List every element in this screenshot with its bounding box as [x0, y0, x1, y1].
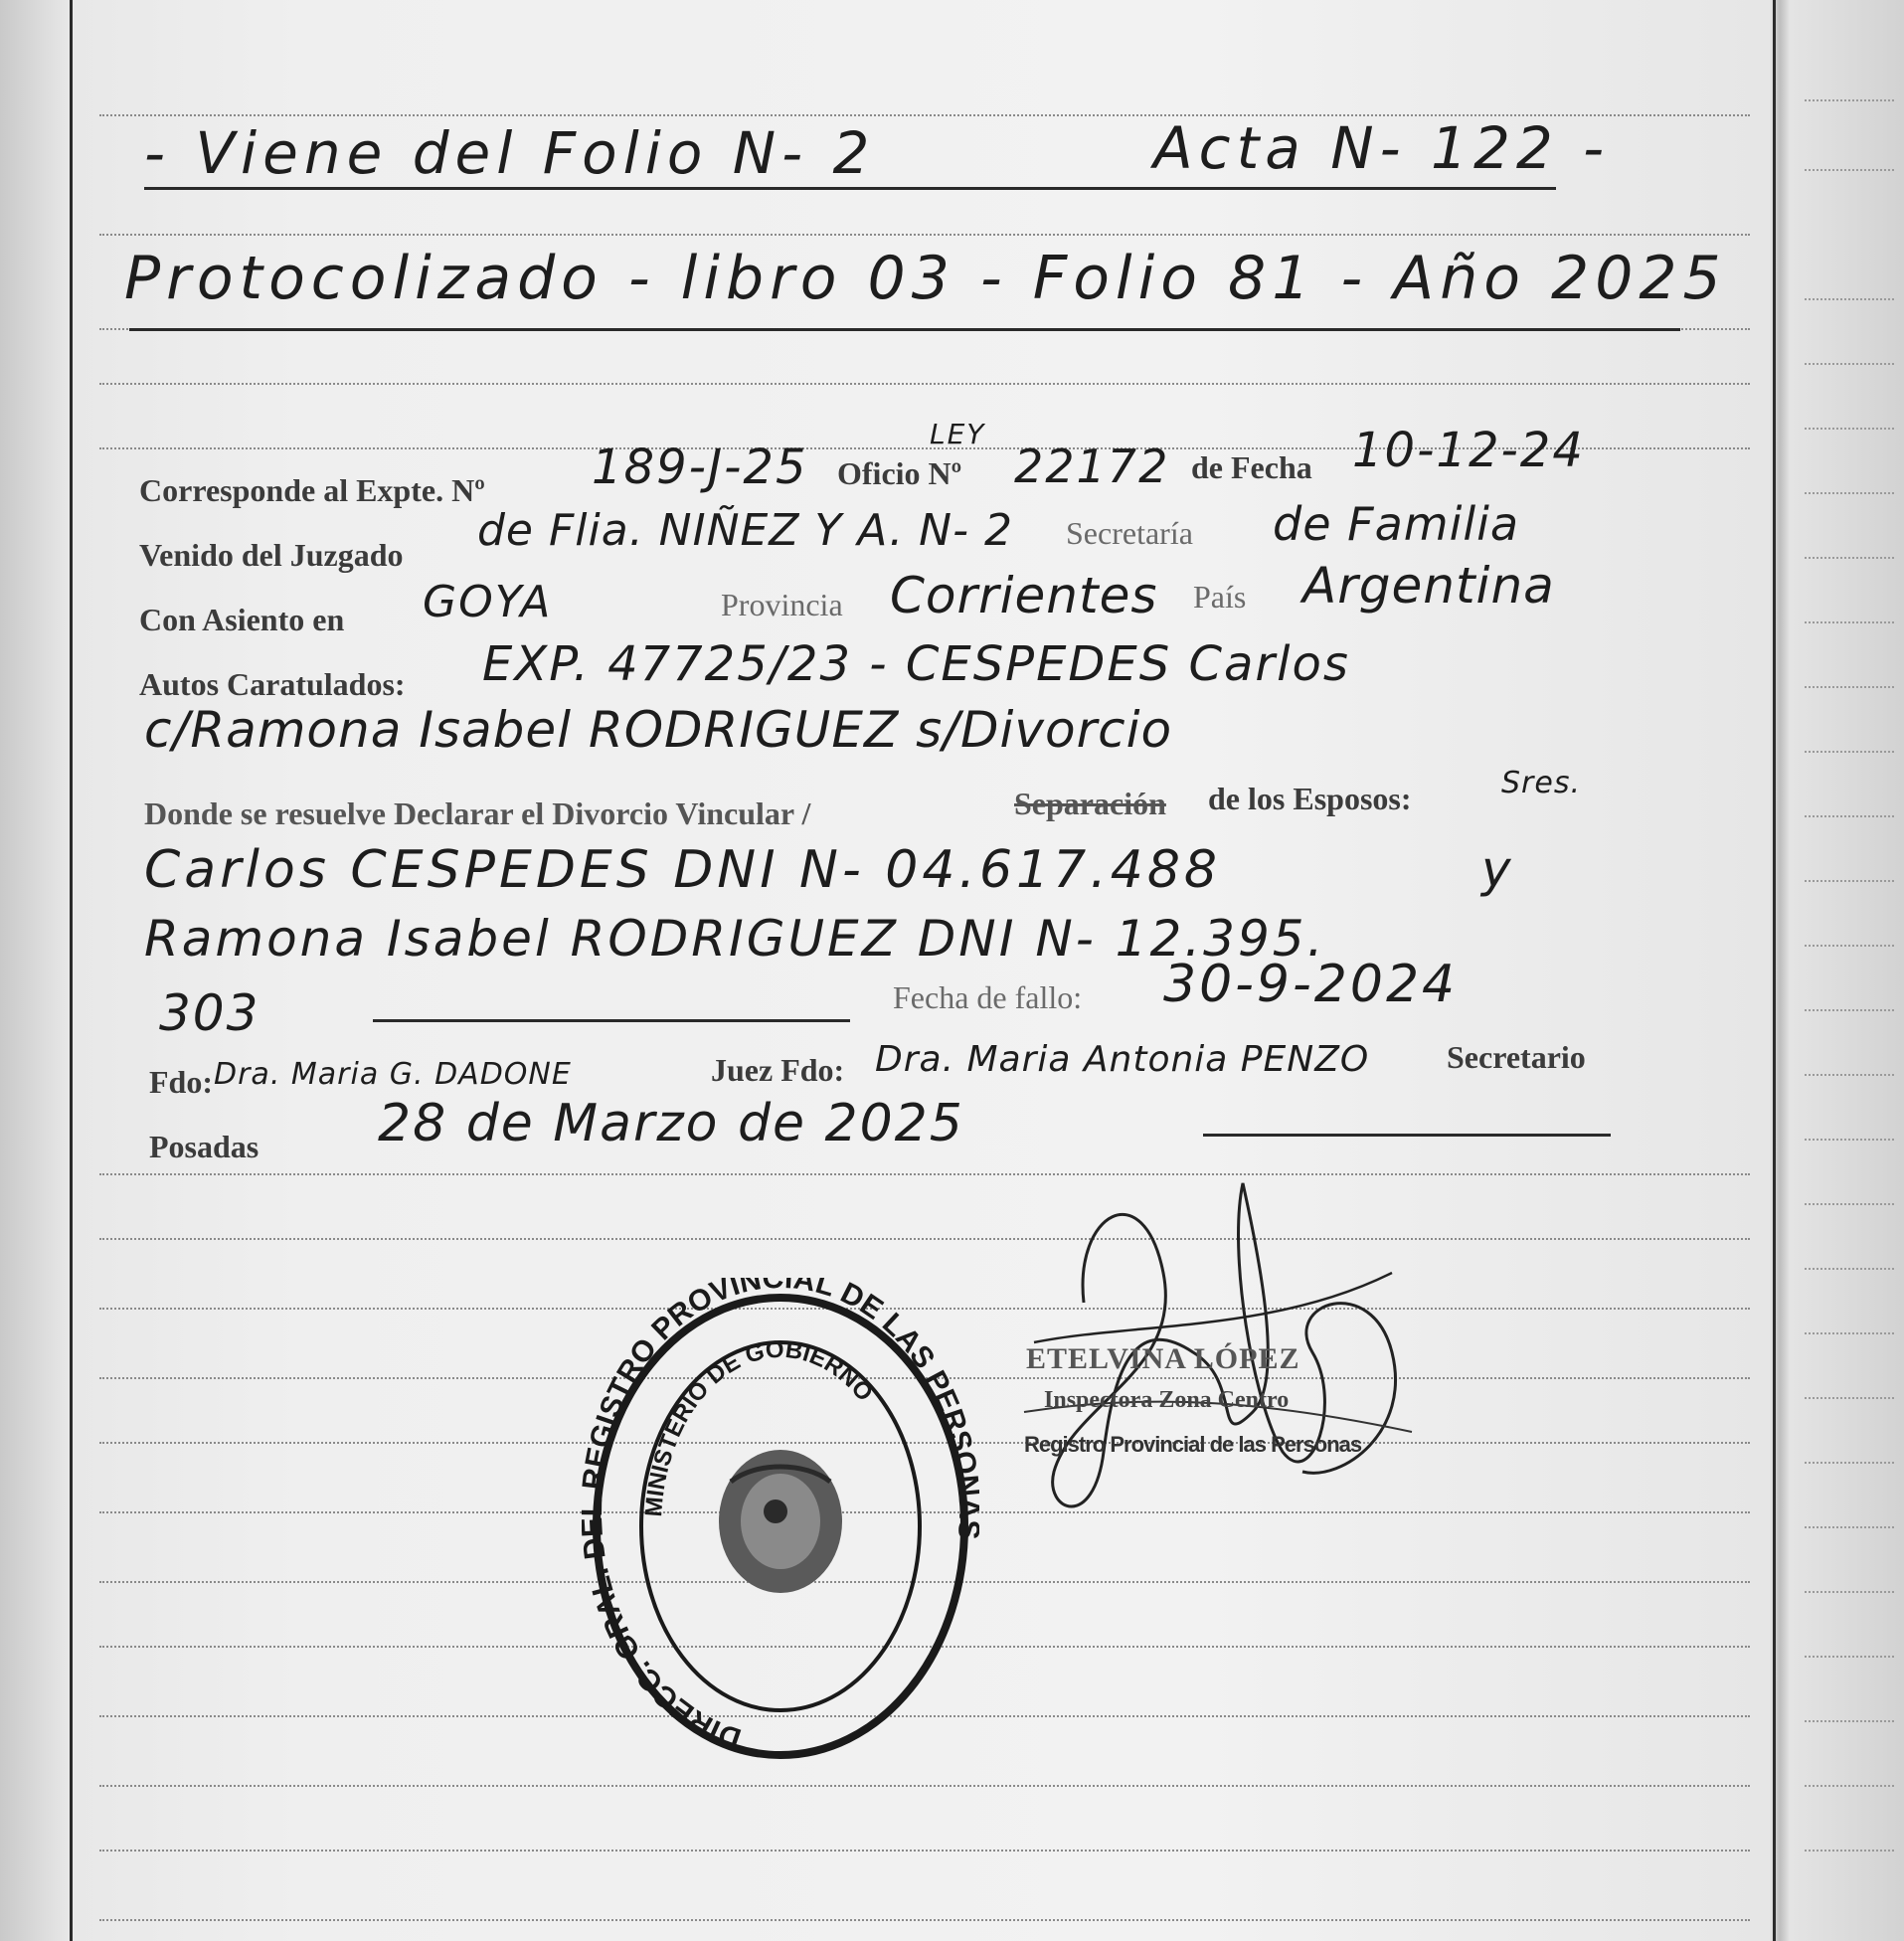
secretaria-value: de Familia — [1273, 497, 1520, 551]
resuelve-label-1: Donde se resuelve Declarar el Divorcio Vincular / — [144, 795, 811, 831]
resuelve-label-2: de los Esposos: — [1208, 781, 1412, 816]
sidebar-ruled-line — [1805, 1785, 1894, 1787]
sidebar-ruled-line — [1805, 298, 1894, 300]
asiento-value: GOYA — [423, 577, 553, 627]
sidebar-ruled-line — [1805, 815, 1894, 817]
sidebar-ruled-line — [1805, 557, 1894, 559]
signature-org: Registro Provincial de las Personas — [1024, 1432, 1362, 1457]
sidebar-ruled-line — [1805, 169, 1894, 171]
official-stamp — [582, 1278, 979, 1775]
sidebar-ruled-line — [1805, 1332, 1894, 1334]
sidebar-ruled-line — [1805, 1139, 1894, 1141]
sidebar-ruled-line — [1805, 1074, 1894, 1076]
fallo-value: 30-9-2024 — [1163, 955, 1459, 1014]
sidebar-ruled-line — [1805, 428, 1894, 430]
oficio-ley-note: LEY — [930, 418, 986, 450]
sidebar-ruled-line — [1805, 1591, 1894, 1593]
oficio-label: Oficio Nº — [837, 455, 962, 491]
sidebar-ruled-line — [1805, 492, 1894, 494]
pais-value: Argentina — [1302, 557, 1555, 615]
header-protocolizado: Protocolizado - libro 03 - Folio 81 - Año 2025 — [124, 244, 1727, 313]
expte-label: Corresponde al Expte. Nº — [139, 472, 485, 508]
sidebar-ruled-line — [1805, 1203, 1894, 1205]
coat-of-arms-icon — [719, 1450, 842, 1593]
autos-value-1: EXP. 47725/23 - CESPEDES Carlos — [482, 636, 1350, 692]
juez-label: Juez Fdo: — [711, 1052, 845, 1088]
autos-label: Autos Caratulados: — [139, 666, 406, 702]
sidebar-ruled-line — [1805, 1397, 1894, 1399]
left-margin-line — [70, 0, 73, 1941]
juzgado-label: Venido del Juzgado — [139, 537, 404, 573]
autos-value-2: c/Ramona Isabel RODRIGUEZ s/Divorcio — [144, 701, 1173, 759]
sidebar-ruled-line — [1805, 1009, 1894, 1011]
expte-value: 189-J-25 — [592, 440, 808, 495]
sidebar-ruled-line — [1805, 99, 1894, 101]
provincia-value: Corrientes — [890, 567, 1158, 624]
juzgado-value: de Flia. NIÑEZ Y A. N- 2 — [477, 505, 1013, 556]
ruled-line — [99, 1785, 1750, 1787]
conj-y: y — [1481, 840, 1517, 898]
posadas-date: 28 de Marzo de 2025 — [378, 1094, 964, 1153]
ruled-line — [99, 1919, 1750, 1921]
secretario-label: Secretario — [1447, 1039, 1586, 1075]
sidebar-ruled-line — [1805, 945, 1894, 947]
sidebar-ruled-line — [1805, 1268, 1894, 1270]
header-underline-2 — [129, 328, 1680, 331]
provincia-label: Provincia — [721, 587, 843, 622]
header-underline — [144, 187, 1556, 190]
fill-line — [373, 1019, 850, 1022]
fdo-sec-value: Dra. Maria Antonia PENZO — [875, 1039, 1370, 1080]
sidebar-ruled-line — [1805, 1850, 1894, 1852]
sidebar-ruled-line — [1805, 621, 1894, 623]
fecha-label: de Fecha — [1191, 449, 1312, 485]
sidebar-ruled-line — [1805, 1526, 1894, 1528]
esposo-2-cont: 303 — [159, 984, 260, 1042]
sidebar-ruled-line — [1805, 1462, 1894, 1464]
stamp-inner-text: MINISTERIO DE GOBIERNO — [640, 1335, 879, 1518]
oficio-value: 22172 — [1014, 440, 1170, 493]
header-acta-number: Acta N- 122 - — [1153, 114, 1611, 182]
header-viene-del-folio: - Viene del Folio N- 2 — [144, 119, 876, 187]
pais-label: País — [1193, 579, 1247, 615]
sidebar-ruled-line — [1805, 751, 1894, 753]
ruled-line — [99, 234, 1750, 236]
posadas-label: Posadas — [149, 1129, 260, 1164]
sidebar-ruled-line — [1805, 1720, 1894, 1722]
fdo-label: Fdo: — [149, 1064, 213, 1100]
sidebar-ruled-line — [1805, 363, 1894, 365]
esposo-1: Carlos CESPEDES DNI N- 04.617.488 — [144, 840, 1221, 900]
ruled-line — [99, 1238, 1750, 1240]
ruled-line — [99, 1173, 1750, 1175]
fdo-juez-value: Dra. Maria G. DADONE — [214, 1057, 572, 1092]
signature-title: Inspectora Zona Centro — [1044, 1387, 1290, 1413]
stamp-outer-text: DIRECC. GRAL. EGISTRO PROVINCIAL DE LAS PERSO — [582, 1278, 979, 1755]
sidebar-ruled-line — [1805, 686, 1894, 688]
ruled-line — [99, 383, 1750, 385]
resuelve-sres: Sres. — [1501, 766, 1581, 800]
signature-name: ETELVINA LÓPEZ — [1026, 1342, 1300, 1375]
secretaria-label: Secretaría — [1066, 515, 1193, 551]
signature-block — [1014, 1153, 1432, 1571]
asiento-label: Con Asiento en — [139, 602, 345, 637]
fecha-value: 10-12-24 — [1352, 423, 1585, 478]
right-margin-line — [1773, 0, 1776, 1941]
resuelve-label-strike: Separación — [1014, 786, 1166, 821]
stamp-seal — [582, 1278, 979, 1775]
posadas-fill-line — [1203, 1134, 1611, 1137]
fallo-label: Fecha de fallo: — [893, 979, 1083, 1015]
sidebar-ruled-line — [1805, 1656, 1894, 1658]
esposo-2: Ramona Isabel RODRIGUEZ DNI N- 12.395. — [144, 910, 1326, 968]
sidebar-ruled-line — [1805, 880, 1894, 882]
ruled-line — [99, 1850, 1750, 1852]
